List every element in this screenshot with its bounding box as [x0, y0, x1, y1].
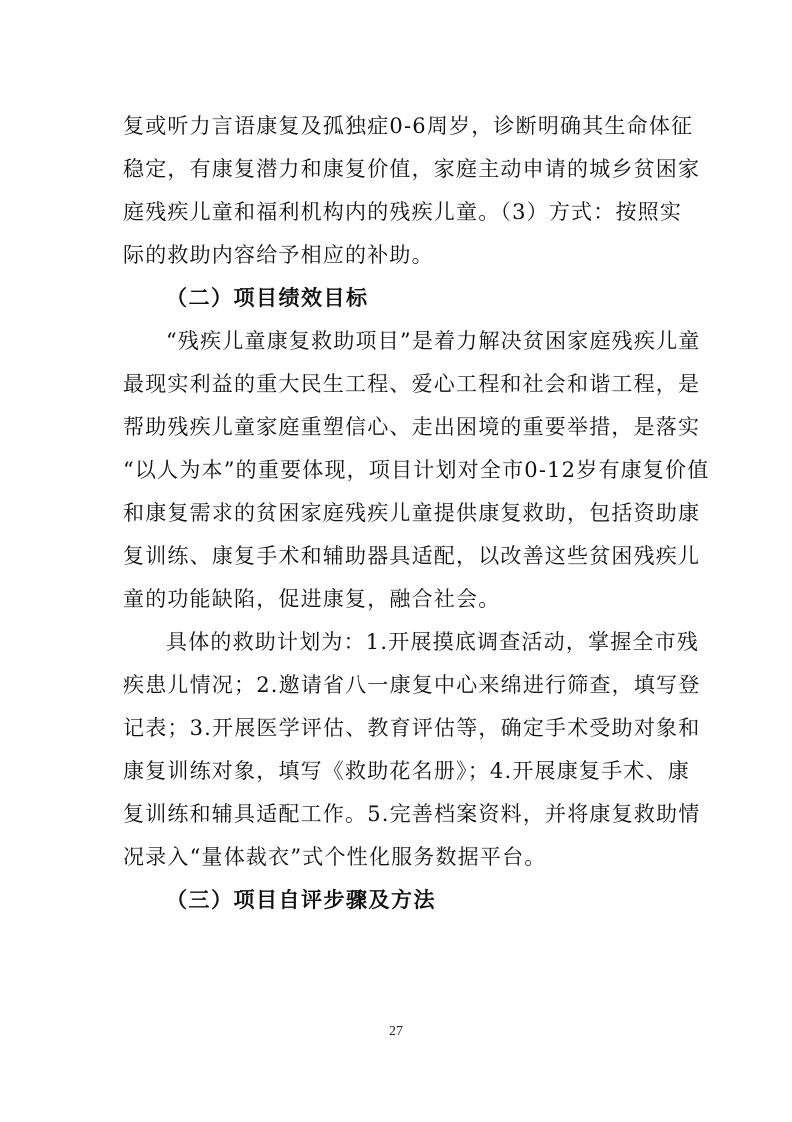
body-text-line: 疾患儿情况；2.邀请省八一康复中心来绵进行筛查，填写登 [123, 673, 701, 697]
body-text-line: 最现实利益的重大民生工程、爱心工程和社会和谐工程，是 [123, 372, 701, 396]
body-text-line: 和康复需求的贫困家庭残疾儿童提供康复救助，包括资助康 [123, 501, 701, 525]
body-text-line: 康复训练对象，填写《救助花名册》；4.开展康复手术、康 [123, 759, 690, 783]
section-heading: （二）项目绩效目标 [166, 285, 369, 310]
body-text-line: 际的救助内容给予相应的补助。 [123, 243, 434, 267]
body-text-line: 帮助残疾儿童家庭重塑信心、走出困境的重要举措，是落实 [123, 415, 701, 439]
body-text-line: 复或听力言语康复及孤独症0-6周岁，诊断明确其生命体征 [123, 114, 694, 138]
section-heading: （三）项目自评步骤及方法 [166, 887, 436, 912]
page-number: 27 [389, 1024, 403, 1039]
body-text-line: 稳定，有康复潜力和康复价值，家庭主动申请的城乡贫困家 [123, 157, 701, 181]
body-text-line: 具体的救助计划为：1.开展摸底调查活动，掌握全市残 [166, 630, 700, 654]
body-text-line: 复训练、康复手术和辅助器具适配，以改善这些贫困残疾儿 [123, 544, 701, 568]
body-text-line: “残疾儿童康复救助项目”是着力解决贫困家庭残疾儿童 [166, 329, 701, 353]
body-text-line: 记表；3.开展医学评估、教育评估等，确定手术受助对象和 [123, 716, 701, 740]
body-text-line: 庭残疾儿童和福利机构内的残疾儿童。（3）方式：按照实 [123, 200, 683, 224]
body-text-line: 童的功能缺陷，促进康复，融合社会。 [123, 587, 501, 611]
body-text-line: “以人为本”的重要体现，项目计划对全市0-12岁有康复价值 [123, 458, 710, 482]
body-text-line: 况录入“量体裁衣”式个性化服务数据平台。 [123, 845, 547, 869]
body-text-line: 复训练和辅具适配工作。5.完善档案资料，并将康复救助情 [123, 802, 701, 826]
